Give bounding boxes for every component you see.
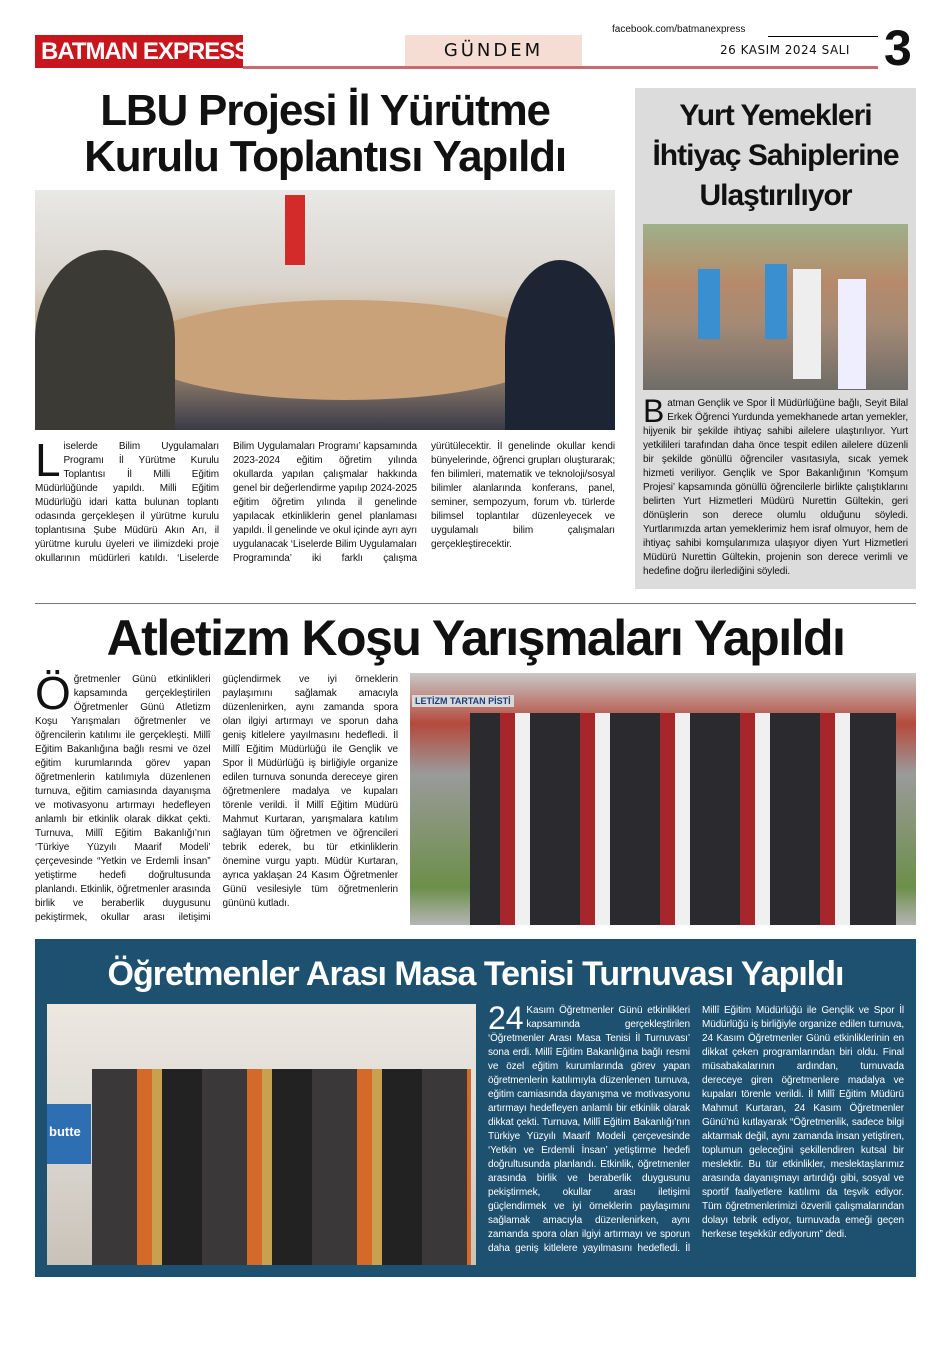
drop-cap: L [35,434,61,487]
photo-sign: LETİZM TARTAN PİSTİ [412,695,514,707]
article-text: atman Gençlik ve Spor İl Müdürlüğüne bağlı, Seyit Bilal Erkek Öğrenci Yurdunda yemekhanede artan yemekler, hijyenik bir şekilde ihtiyaç sahibi ailelere ulaştırılıyor. Yurt yetkilileri tarafından daha önce tespit edilen ailelere düzenli bir şekilde gönüllü öğrenciler vasıtasıyla, sıcak yemek hizmeti veriliyor. Gençlik ve Spor Bakanlığının ‘Komşum Projesi’ kapsamında gönüllü öğrencilerle birlikte çalıştıklarını belirten Yurt Hizmetleri Müdürü Nurettin Gültekin, geri dönüşlerin son derece olumlu olduğunu söyledi. Yurtlarımızda artan yemeklerimiz hem israf olmuyor, hem de ihtiyaç sahibi komşularımıza ulaşıyor diyen Yurt Hizmetleri Müdürü Nurettin Gültekin, projenin son derece verimli ve hedefine doğru ilerlediğini söyledi. [643,398,908,577]
headline-line: Kurulu Toplantısı Yapıldı [84,132,566,182]
headline-line: İhtiyaç Sahiplerine [652,139,899,172]
meeting-photo [35,190,615,430]
article4-headline: Öğretmenler Arası Masa Tenisi Turnuvası Yapıldı [107,954,844,993]
drop-cap: 24 [488,1000,524,1037]
article4 [47,1000,904,1265]
article1 [35,88,615,589]
facebook-link[interactable]: facebook.com/batmanexpress [612,24,746,35]
article-text: ğretmenler Günü etkinlikleri kapsamında gerçekleştirilen Öğretmenler Günü Atletizm Koşu Yarışmaları öğretmenler ve öğrencilerin katılımı ile gerçekleşti. Millî Eğitim Bakanlığına bağlı resmi ve özel eğitim kurumlarında görev yapan öğretmenlerin katılımıyla düzenlenen turnuva, eğitim camiasında dayanışma ve motivasyonu artırmayı hedefleyen anlamlı bir etkinlik olarak dikkat çekti. Turnuva, Millî Eğitim Bakanlığı’nın ‘Türkiye Yüzyılı Maarif Modeli’ çerçevesinde “Yetkin ve Erdemli İnsan” yetiştirme hedefi doğrultusunda planlandı. Etkinlik, öğretmenler arasında birlik ve beraberlik duygusunu pekiştirmek, okullar arası iletişimi güçlendirmek ve iyi örneklerin paylaşımını sağlamak amacıyla düzenlenirken, aynı zamanda spora olan ilgiyi artırmayı ve sporun daha geniş kitlelere yayılmasını hedefledi. İl Millî Eğitim Müdürlüğü ile Gençlik ve Spor İl Müdürlüğü iş birliğiyle organize edilen turnuva sonunda dereceye giren öğretmenlere madalya ve kupaları törenle verildi. İl Millî Eğitim Müdürü Mahmut Kurtaran, yarışmalara katılım sağlayan tüm öğretmen ve öğrencileri tebrik ederek, bu tür etkinliklerin önemine vurgu yaptı. Müdür Kurtaran, ayrıca yaklaşan 24 Kasım Öğretmenler Günü vesilesiyle tüm öğretmenlerin gününü kutladı. [35,673,398,923]
flag [285,195,305,265]
section-label: GÜNDEM [405,35,582,66]
dormitory-photo [643,224,908,390]
drop-cap: B [643,393,665,429]
photo-sign: butte [47,1104,91,1164]
athletics-photo [410,673,916,925]
article3-headline: Atletizm Koşu Yarışmaları Yapıldı [106,610,845,666]
article1-body [35,434,615,566]
person [505,260,615,430]
header-divider [243,66,878,69]
article4-box [35,939,916,1278]
conference-table [135,300,555,400]
person [838,279,866,389]
header-rule [768,36,878,37]
article-text: iselerde Bilim Uygulamaları Programı İl Yürütme Kurulu Toplantısı İl Milli Eğitim Müdürlüğünde yapıldı. Milli Eğitim Müdürlüğü idari katta bulunan toplantı odasında gerçekleşen il yürütme kurulu toplantısına Şube Müdürü Akın Arı, il yürütme kurulu üyeleri ve ilimizdeki proje okullarının müdürleri katıldı. ‘Liselerde Bilim Uygulamaları Programı’ kapsamında 2023-2024 eğitim öğretim yılında okullarda yapılan çalışmalar hakkında genel bir değerlendirme yapılıp 2024-2025 eğitim öğretim yılında il genelinde yapılacak etkinliklerin genel planlaması yapıldı. İl genelinde ve okul içinde ayrı ayrı uygulanacak ‘Liselerde Bilim Uygulamaları Programında’ iki farklı çalışma yürütülecektir. İl genelinde okullar kendi bünyelerinde, öğrenci grupları oluşturarak; fen bilimleri, matematik ve teknoloji/sosyal bilimler alanlarında konferans, panel, seminer, sempozyum, forum vb. türlerde bilimsel toplantılar düzenleyecek ve uygulamalı bilim çalışmaları gerçekleştirecektir. [35,441,615,565]
person [793,269,821,379]
top-row [35,88,916,589]
group-of-people [92,1069,471,1265]
group-of-people [470,713,896,925]
article2-box [635,88,916,589]
section-divider [35,603,916,604]
drop-cap: Ö [35,666,71,719]
article1-headline [35,88,615,180]
issue-date: 26 KASIM 2024 SALI [720,43,850,57]
headline-line: LBU Projesi İl Yürütme [100,86,550,135]
article2-body [643,393,908,579]
page-number: 3 [884,20,912,76]
person [765,264,787,339]
newspaper-logo: BATMAN EXPRESS [35,35,243,68]
article3 [35,666,916,925]
article2-headline [643,96,908,216]
headline-line: Yurt Yemekleri [679,99,872,132]
article-text: Kasım Öğretmenler Günü etkinlikleri kapsamında gerçekleştirilen ‘Öğretmenler Arası Masa Tenisi İl Turnuvası’ sona erdi. Millî Eğitim Bakanlığına bağlı resmi ve özel eğitim kurumlarında görev yapan öğretmenlerin katılımıyla düzenlenen turnuva, eğitim camiasında dayanışma ve motivasyonu artırmayı hedefleyen anlamlı bir etkinlik olarak dikkat çekti. Turnuva, Millî Eğitim Bakanlığı’nın Türkiye Yüzyılı Maarif Modeli çerçevesinde ‘Yetkin ve Erdemli İnsan’ yetiştirme hedefi doğrultusunda planlandı. Etkinlik, öğretmenler arasında birlik ve beraberlik duygusunu pekiştirmek, okullar arası iletişimi güçlendirmek ve iyi örneklerin paylaşımını sağlamak amacıyla düzenlenirken, aynı zamanda spora olan ilgiyi artırmayı ve sporun daha geniş kitlelere yayılmasını hedefledi. İl Millî Eğitim Müdürlüğü ile Gençlik ve Spor İl Müdürlüğü iş birliğiyle organize edilen turnuva, 24 Kasım Öğretmenler Günü etkinliklerinin en dikkat çeken programlarından biri oldu. Final müsabakalarının ardından, turnuvada dereceye giren öğretmenlere madalya ve kupaları törenle verildi. İl Millî Eğitim Müdürü Mahmut Kurtaran, 24 Kasım Öğretmenler Günü’nü kutlayarak “Öğretmenlik, sadece bilgi aktarmak değil, aynı zamanda insan yetiştiren, toplumun geleceğini şekillendiren kutsal bir meslektir. Bu tür etkinlikler, meslektaşlarımız arasında dayanışmayı artırdığı gibi, sosyal ve sportif faaliyetlere katılımı da teşvik ediyor. Tüm öğretmenlerimizi özverili çalışmalarından dolayı tebrik ediyor, turnuvada emeği geçen herkese teşekkür ediyorum” dedi. [488,1005,904,1255]
headline-line: Ulaştırılıyor [699,179,852,212]
article3-body [35,666,398,925]
table-tennis-photo [47,1004,476,1265]
person [35,250,175,430]
page-header [35,20,916,76]
person [698,269,720,339]
article4-body [488,1000,904,1265]
